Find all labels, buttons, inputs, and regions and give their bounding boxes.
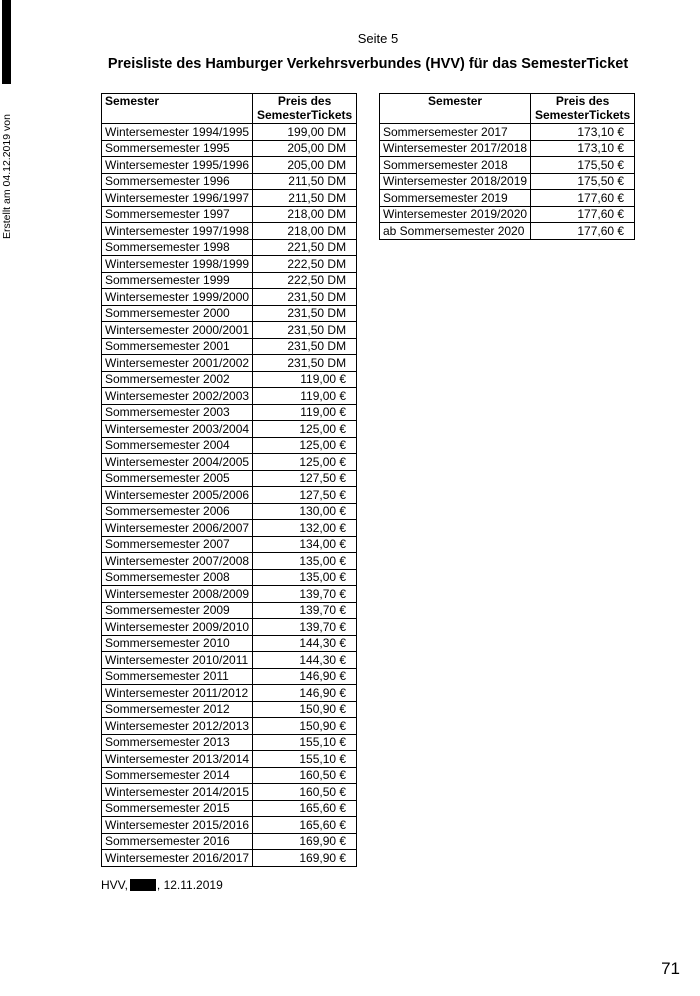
price-cell: 125,00 € bbox=[253, 421, 357, 438]
price-cell: 160,50 € bbox=[253, 767, 357, 784]
table-row bbox=[102, 140, 357, 157]
table-row bbox=[102, 305, 357, 322]
table-row bbox=[102, 569, 357, 586]
table-row bbox=[102, 718, 357, 735]
price-cell: 205,00 DM bbox=[253, 157, 357, 174]
price-cell: 119,00 € bbox=[253, 404, 357, 421]
table-row bbox=[102, 355, 357, 372]
semester-cell: Wintersemester 2017/2018 bbox=[380, 140, 531, 157]
table-row bbox=[102, 437, 357, 454]
semester-cell: Wintersemester 1994/1995 bbox=[102, 124, 253, 141]
semester-cell: Wintersemester 2013/2014 bbox=[102, 751, 253, 768]
price-cell: 160,50 € bbox=[253, 784, 357, 801]
price-cell: 130,00 € bbox=[253, 503, 357, 520]
price-cell: 146,90 € bbox=[253, 668, 357, 685]
semester-cell: Wintersemester 2006/2007 bbox=[102, 520, 253, 537]
price-cell: 177,60 € bbox=[531, 223, 635, 240]
semester-cell: Sommersemester 2011 bbox=[102, 668, 253, 685]
semester-cell: Sommersemester 2015 bbox=[102, 800, 253, 817]
table-row bbox=[102, 338, 357, 355]
price-cell: 177,60 € bbox=[531, 190, 635, 207]
table-row bbox=[102, 190, 357, 207]
table-row bbox=[102, 767, 357, 784]
semester-cell: Sommersemester 2001 bbox=[102, 338, 253, 355]
semester-cell: Wintersemester 2004/2005 bbox=[102, 454, 253, 471]
semester-cell: Wintersemester 1996/1997 bbox=[102, 190, 253, 207]
price-cell: 144,30 € bbox=[253, 652, 357, 669]
table-row bbox=[102, 256, 357, 273]
table-row bbox=[102, 289, 357, 306]
price-cell: 218,00 DM bbox=[253, 223, 357, 240]
price-cell: 231,50 DM bbox=[253, 289, 357, 306]
table-row bbox=[102, 503, 357, 520]
table-row bbox=[380, 223, 635, 240]
semester-cell: Sommersemester 2017 bbox=[380, 124, 531, 141]
footer-date: , 12.11.2019 bbox=[156, 878, 223, 892]
table-row bbox=[102, 223, 357, 240]
table-row bbox=[102, 751, 357, 768]
footer-prefix: HVV, bbox=[101, 878, 128, 892]
price-header-line1: Preis des bbox=[277, 94, 332, 108]
table-row bbox=[102, 173, 357, 190]
price-table-left bbox=[101, 93, 357, 867]
table-row bbox=[380, 190, 635, 207]
semester-cell: Sommersemester 2007 bbox=[102, 536, 253, 553]
price-cell: 119,00 € bbox=[253, 371, 357, 388]
price-cell: 175,50 € bbox=[531, 173, 635, 190]
semester-cell: Sommersemester 2003 bbox=[102, 404, 253, 421]
semester-cell: Wintersemester 2011/2012 bbox=[102, 685, 253, 702]
semester-cell: Wintersemester 2005/2006 bbox=[102, 487, 253, 504]
price-cell: 150,90 € bbox=[253, 718, 357, 735]
price-cell: 211,50 DM bbox=[253, 173, 357, 190]
table-row bbox=[102, 206, 357, 223]
semester-cell: Sommersemester 2010 bbox=[102, 635, 253, 652]
semester-cell: Sommersemester 1997 bbox=[102, 206, 253, 223]
semester-cell: Wintersemester 2019/2020 bbox=[380, 206, 531, 223]
price-header-line2: SemesterTickets bbox=[256, 108, 353, 122]
table-row bbox=[380, 173, 635, 190]
price-header-line1: Preis des bbox=[555, 94, 610, 108]
price-cell: 199,00 DM bbox=[253, 124, 357, 141]
table-row bbox=[102, 157, 357, 174]
semester-cell: Wintersemester 2012/2013 bbox=[102, 718, 253, 735]
table-row bbox=[102, 454, 357, 471]
price-cell: 135,00 € bbox=[253, 569, 357, 586]
semester-cell: Wintersemester 1999/2000 bbox=[102, 289, 253, 306]
table-row bbox=[102, 322, 357, 339]
price-table-left-body bbox=[102, 124, 357, 867]
price-cell: 211,50 DM bbox=[253, 190, 357, 207]
table-row bbox=[102, 833, 357, 850]
semester-cell: Wintersemester 2000/2001 bbox=[102, 322, 253, 339]
table-row bbox=[102, 734, 357, 751]
semester-cell: Sommersemester 2014 bbox=[102, 767, 253, 784]
table-row bbox=[102, 487, 357, 504]
price-cell: 127,50 € bbox=[253, 487, 357, 504]
semester-cell: Wintersemester 2007/2008 bbox=[102, 553, 253, 570]
semester-cell: Wintersemester 2014/2015 bbox=[102, 784, 253, 801]
semester-cell: Sommersemester 2000 bbox=[102, 305, 253, 322]
price-cell: 231,50 DM bbox=[253, 322, 357, 339]
footer-note bbox=[101, 878, 223, 892]
price-cell: 231,50 DM bbox=[253, 305, 357, 322]
price-cell: 150,90 € bbox=[253, 701, 357, 718]
semester-cell: Sommersemester 2002 bbox=[102, 371, 253, 388]
price-cell: 173,10 € bbox=[531, 124, 635, 141]
price-cell: 231,50 DM bbox=[253, 338, 357, 355]
price-column-header bbox=[531, 94, 635, 124]
price-cell: 144,30 € bbox=[253, 635, 357, 652]
document-title: Preisliste des Hamburger Verkehrsverbundes (HVV) für das SemesterTicket bbox=[107, 56, 629, 72]
semester-cell: Sommersemester 2009 bbox=[102, 602, 253, 619]
semester-cell: Sommersemester 1996 bbox=[102, 173, 253, 190]
semester-cell: Sommersemester 2008 bbox=[102, 569, 253, 586]
table-row bbox=[102, 668, 357, 685]
price-cell: 146,90 € bbox=[253, 685, 357, 702]
table-row bbox=[380, 140, 635, 157]
semester-cell: Wintersemester 2018/2019 bbox=[380, 173, 531, 190]
price-cell: 218,00 DM bbox=[253, 206, 357, 223]
creation-note: Erstellt am 04.12.2019 von bbox=[1, 114, 13, 239]
table-row bbox=[102, 817, 357, 834]
price-cell: 177,60 € bbox=[531, 206, 635, 223]
semester-cell: Wintersemester 1998/1999 bbox=[102, 256, 253, 273]
price-cell: 175,50 € bbox=[531, 157, 635, 174]
table-row bbox=[102, 124, 357, 141]
semester-cell: Wintersemester 2009/2010 bbox=[102, 619, 253, 636]
price-cell: 165,60 € bbox=[253, 817, 357, 834]
table-header-row bbox=[380, 94, 635, 124]
semester-cell: Sommersemester 2005 bbox=[102, 470, 253, 487]
price-cell: 222,50 DM bbox=[253, 256, 357, 273]
semester-column-header: Semester bbox=[102, 94, 253, 124]
semester-cell: Sommersemester 2019 bbox=[380, 190, 531, 207]
price-cell: 135,00 € bbox=[253, 553, 357, 570]
price-column-header bbox=[253, 94, 357, 124]
price-cell: 221,50 DM bbox=[253, 239, 357, 256]
price-cell: 169,90 € bbox=[253, 850, 357, 867]
table-row bbox=[102, 520, 357, 537]
table-row bbox=[380, 157, 635, 174]
table-row bbox=[102, 850, 357, 867]
price-table-right-body bbox=[380, 124, 635, 240]
semester-cell: Wintersemester 2010/2011 bbox=[102, 652, 253, 669]
price-cell: 139,70 € bbox=[253, 619, 357, 636]
table-row bbox=[102, 553, 357, 570]
price-cell: 132,00 € bbox=[253, 520, 357, 537]
semester-cell: Wintersemester 2015/2016 bbox=[102, 817, 253, 834]
price-cell: 125,00 € bbox=[253, 437, 357, 454]
price-cell: 231,50 DM bbox=[253, 355, 357, 372]
price-cell: 119,00 € bbox=[253, 388, 357, 405]
table-header-row bbox=[102, 94, 357, 124]
semester-cell: Wintersemester 1997/1998 bbox=[102, 223, 253, 240]
price-cell: 125,00 € bbox=[253, 454, 357, 471]
table-row bbox=[102, 239, 357, 256]
price-cell: 169,90 € bbox=[253, 833, 357, 850]
page-label: Seite 5 bbox=[357, 31, 399, 46]
table-row bbox=[102, 701, 357, 718]
semester-cell: ab Sommersemester 2020 bbox=[380, 223, 531, 240]
table-row bbox=[102, 272, 357, 289]
table-row bbox=[102, 652, 357, 669]
semester-cell: Sommersemester 2013 bbox=[102, 734, 253, 751]
semester-cell: Sommersemester 1995 bbox=[102, 140, 253, 157]
semester-cell: Wintersemester 2016/2017 bbox=[102, 850, 253, 867]
table-row bbox=[102, 635, 357, 652]
semester-cell: Sommersemester 1999 bbox=[102, 272, 253, 289]
semester-cell: Wintersemester 2008/2009 bbox=[102, 586, 253, 603]
table-row bbox=[380, 206, 635, 223]
table-row bbox=[102, 784, 357, 801]
table-row bbox=[102, 685, 357, 702]
price-cell: 165,60 € bbox=[253, 800, 357, 817]
table-row bbox=[102, 470, 357, 487]
semester-cell: Wintersemester 2001/2002 bbox=[102, 355, 253, 372]
semester-cell: Sommersemester 1998 bbox=[102, 239, 253, 256]
semester-column-header: Semester bbox=[380, 94, 531, 124]
table-row bbox=[102, 586, 357, 603]
price-cell: 155,10 € bbox=[253, 751, 357, 768]
price-cell: 139,70 € bbox=[253, 586, 357, 603]
price-cell: 139,70 € bbox=[253, 602, 357, 619]
table-row bbox=[102, 800, 357, 817]
price-cell: 222,50 DM bbox=[253, 272, 357, 289]
price-header-line2: SemesterTickets bbox=[534, 108, 631, 122]
table-row bbox=[380, 124, 635, 141]
table-row bbox=[102, 536, 357, 553]
semester-cell: Sommersemester 2006 bbox=[102, 503, 253, 520]
table-row bbox=[102, 388, 357, 405]
table-row bbox=[102, 404, 357, 421]
table-row bbox=[102, 602, 357, 619]
price-cell: 155,10 € bbox=[253, 734, 357, 751]
sheet-number: 71 bbox=[661, 959, 680, 978]
price-cell: 134,00 € bbox=[253, 536, 357, 553]
price-cell: 205,00 DM bbox=[253, 140, 357, 157]
semester-cell: Wintersemester 1995/1996 bbox=[102, 157, 253, 174]
table-row bbox=[102, 421, 357, 438]
semester-cell: Sommersemester 2016 bbox=[102, 833, 253, 850]
semester-cell: Wintersemester 2003/2004 bbox=[102, 421, 253, 438]
redaction-block bbox=[130, 879, 156, 891]
table-row bbox=[102, 371, 357, 388]
semester-cell: Wintersemester 2002/2003 bbox=[102, 388, 253, 405]
price-table-right bbox=[379, 93, 635, 240]
semester-cell: Sommersemester 2018 bbox=[380, 157, 531, 174]
table-row bbox=[102, 619, 357, 636]
price-cell: 173,10 € bbox=[531, 140, 635, 157]
price-cell: 127,50 € bbox=[253, 470, 357, 487]
semester-cell: Sommersemester 2012 bbox=[102, 701, 253, 718]
semester-cell: Sommersemester 2004 bbox=[102, 437, 253, 454]
